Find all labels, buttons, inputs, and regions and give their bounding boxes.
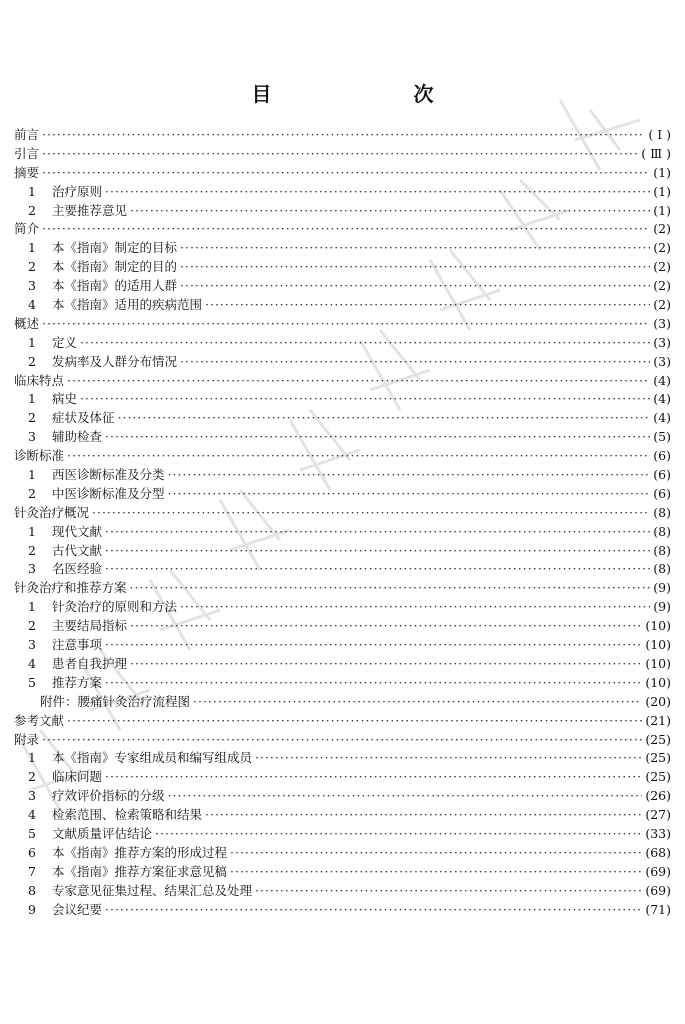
toc-entry[interactable] <box>14 485 671 504</box>
toc-entry[interactable] <box>14 674 671 693</box>
toc-entry[interactable] <box>14 239 671 258</box>
toc-entry-page: (4) <box>653 410 671 426</box>
toc-entry-title: 引言 <box>14 145 40 161</box>
toc-entry[interactable] <box>14 466 671 485</box>
toc-entry-page: (68) <box>645 844 671 860</box>
dot-leader <box>193 693 642 712</box>
toc-entry-title: 主要推荐意见 <box>52 202 128 218</box>
toc-entry[interactable] <box>14 768 671 787</box>
toc-entry-page: ( Ⅲ ) <box>641 145 671 161</box>
toc-entry-number: 1 <box>28 523 36 539</box>
toc-entry-page: (5) <box>653 429 671 445</box>
toc-entry-number: 6 <box>28 844 36 860</box>
toc-entry-page: (2) <box>653 259 671 275</box>
toc-entry[interactable] <box>14 447 671 466</box>
dot-leader <box>67 712 642 731</box>
toc-entry-page: (8) <box>653 542 671 558</box>
toc-entry[interactable] <box>14 655 671 674</box>
toc-entry-page: (4) <box>653 372 671 388</box>
toc-entry-page: ( Ⅰ ) <box>648 127 671 142</box>
dot-leader <box>80 390 650 409</box>
toc-entry-number: 2 <box>28 202 36 218</box>
toc-entry[interactable] <box>14 844 671 863</box>
toc-entry-number: 2 <box>28 769 36 785</box>
toc-entry[interactable] <box>14 315 671 334</box>
toc-entry-title: 本《指南》推荐方案的形成过程 <box>52 844 228 860</box>
toc-entry-title: 附录 <box>14 731 40 747</box>
toc-entry-title: 本《指南》制定的目标 <box>52 240 178 256</box>
toc-entry[interactable] <box>14 164 671 183</box>
dot-leader <box>105 768 642 787</box>
toc-entry[interactable] <box>14 806 671 825</box>
toc-entry[interactable] <box>14 882 671 901</box>
toc-entry[interactable] <box>14 258 671 277</box>
dot-leader <box>67 372 650 391</box>
toc-entry-page: (71) <box>645 901 671 917</box>
toc-entry-page: (69) <box>645 863 671 879</box>
toc-entry-title: 针灸治疗和推荐方案 <box>14 580 127 596</box>
page-title: 目 次 <box>251 82 468 106</box>
toc-entry-title: 针灸治疗概况 <box>14 504 90 520</box>
toc-entry-page: (25) <box>645 731 671 747</box>
toc-entry-number: 8 <box>28 882 36 898</box>
toc-entry-title: 本《指南》适用的疾病范围 <box>52 297 203 313</box>
toc-entry-page: (2) <box>653 221 671 237</box>
dot-leader <box>42 315 650 334</box>
toc-entry[interactable] <box>14 390 671 409</box>
dot-leader <box>42 164 650 183</box>
dot-leader <box>230 844 642 863</box>
toc-entry-title: 附件：腰痛针灸治疗流程图 <box>40 693 191 709</box>
toc-entry[interactable] <box>14 372 671 391</box>
toc-entry-number: 5 <box>28 674 36 690</box>
dot-leader <box>80 334 650 353</box>
toc-entry[interactable] <box>14 598 671 617</box>
toc-entry[interactable] <box>14 296 671 315</box>
dot-leader <box>105 674 642 693</box>
toc-entry-title: 古代文献 <box>52 542 103 558</box>
toc-entry[interactable] <box>14 863 671 882</box>
toc-entry-title: 西医诊断标准及分类 <box>52 467 165 483</box>
toc-entry[interactable] <box>14 353 671 372</box>
toc-entry-title: 前言 <box>14 127 40 142</box>
toc-entry-page: (20) <box>645 693 671 709</box>
toc-entry-page: (3) <box>653 353 671 369</box>
dot-leader <box>105 560 650 579</box>
dot-leader <box>180 277 650 296</box>
toc-entry-number: 4 <box>28 297 36 313</box>
toc-entry-number: 3 <box>28 278 36 294</box>
dot-leader <box>155 825 642 844</box>
toc-entry-title: 参考文献 <box>14 712 65 728</box>
toc-entry-page: (21) <box>645 712 671 728</box>
toc-entry-title: 定义 <box>52 334 78 350</box>
toc-entry[interactable] <box>14 825 671 844</box>
dot-leader <box>180 353 650 372</box>
toc-entry-number: 2 <box>28 353 36 369</box>
toc-entry-page: (8) <box>653 504 671 520</box>
dot-leader <box>105 183 650 202</box>
dot-leader <box>92 504 650 523</box>
toc-entry-title: 文献质量评估结论 <box>52 825 153 841</box>
toc-entry[interactable] <box>14 731 671 750</box>
toc-entry-page: (3) <box>653 334 671 350</box>
toc-entry-number: 1 <box>28 467 36 483</box>
table-of-contents <box>14 126 671 919</box>
dot-leader <box>130 202 650 221</box>
toc-entry-number: 9 <box>28 901 36 917</box>
toc-entry-page: (8) <box>653 561 671 577</box>
toc-entry[interactable] <box>14 183 671 202</box>
toc-entry-page: (10) <box>645 637 671 653</box>
toc-entry-number: 1 <box>28 599 36 615</box>
toc-entry[interactable] <box>14 220 671 239</box>
dot-leader <box>42 731 642 750</box>
toc-entry-number: 7 <box>28 863 36 879</box>
toc-entry-page: (10) <box>645 674 671 690</box>
toc-entry-title: 主要结局指标 <box>52 618 128 634</box>
toc-entry-page: (25) <box>645 750 671 766</box>
dot-leader <box>180 598 650 617</box>
toc-entry[interactable] <box>14 334 671 353</box>
toc-entry-page: (1) <box>653 164 671 180</box>
dot-leader <box>105 901 642 920</box>
dot-leader <box>168 485 651 504</box>
toc-entry-page: (8) <box>653 523 671 539</box>
toc-entry[interactable] <box>14 579 671 598</box>
toc-entry-title: 现代文献 <box>52 523 103 539</box>
toc-entry-page: (69) <box>645 882 671 898</box>
toc-entry[interactable] <box>14 560 671 579</box>
toc-entry[interactable] <box>14 428 671 447</box>
dot-leader <box>130 617 642 636</box>
toc-entry-page: (33) <box>645 825 671 841</box>
dot-leader <box>205 806 642 825</box>
toc-entry-number: 3 <box>28 561 36 577</box>
toc-entry[interactable] <box>14 523 671 542</box>
toc-entry-title: 诊断标准 <box>14 448 65 464</box>
toc-entry[interactable] <box>14 126 671 145</box>
dot-leader <box>180 239 650 258</box>
toc-entry-title: 发病率及人群分布情况 <box>52 353 178 369</box>
toc-entry[interactable] <box>14 145 671 164</box>
dot-leader <box>105 523 650 542</box>
dot-leader <box>42 145 638 164</box>
dot-leader <box>255 749 642 768</box>
toc-entry-number: 4 <box>28 807 36 823</box>
toc-entry-number: 5 <box>28 825 36 841</box>
toc-entry[interactable] <box>14 409 671 428</box>
toc-entry-title: 辅助检查 <box>52 429 103 445</box>
toc-entry-page: (25) <box>645 769 671 785</box>
toc-entry-number: 1 <box>28 750 36 766</box>
toc-entry[interactable] <box>14 636 671 655</box>
dot-leader <box>42 126 645 145</box>
toc-entry-title: 本《指南》的适用人群 <box>52 278 178 294</box>
toc-entry-number: 2 <box>28 618 36 634</box>
toc-entry-page: (27) <box>645 807 671 823</box>
toc-entry-page: (6) <box>653 448 671 464</box>
toc-entry-title: 专家意见征集过程、结果汇总及处理 <box>52 882 253 898</box>
toc-entry-number: 1 <box>28 334 36 350</box>
toc-entry-page: (3) <box>653 315 671 331</box>
dot-leader <box>118 409 651 428</box>
toc-entry-page: (2) <box>653 240 671 256</box>
toc-entry-title: 推荐方案 <box>52 674 103 690</box>
toc-entry-number: 1 <box>28 183 36 199</box>
dot-leader <box>130 655 642 674</box>
toc-entry-page: (1) <box>653 183 671 199</box>
toc-entry-title: 患者自我护理 <box>52 655 128 671</box>
dot-leader <box>180 258 650 277</box>
toc-entry-number: 2 <box>28 410 36 426</box>
toc-entry[interactable] <box>14 202 671 221</box>
toc-entry-page: (10) <box>645 618 671 634</box>
toc-entry-title: 检索范围、检索策略和结果 <box>52 807 203 823</box>
toc-entry-page: (1) <box>653 202 671 218</box>
toc-entry-page: (2) <box>653 297 671 313</box>
toc-entry-title: 治疗原则 <box>52 183 103 199</box>
toc-entry-title: 名医经验 <box>52 561 103 577</box>
toc-entry-title: 概述 <box>14 315 40 331</box>
dot-leader <box>105 636 642 655</box>
toc-entry-number: 4 <box>28 655 36 671</box>
dot-leader <box>105 428 650 447</box>
toc-entry-number: 2 <box>28 542 36 558</box>
toc-entry-number: 1 <box>28 391 36 407</box>
toc-entry-title: 摘要 <box>14 164 40 180</box>
toc-entry[interactable] <box>14 901 671 920</box>
toc-entry-number: 1 <box>28 240 36 256</box>
toc-entry-page: (9) <box>653 599 671 615</box>
toc-entry-title: 临床特点 <box>14 372 65 388</box>
toc-entry-title: 注意事项 <box>52 637 103 653</box>
toc-entry-title: 会议纪要 <box>52 901 103 917</box>
dot-leader <box>105 542 650 561</box>
toc-entry-title: 临床问题 <box>52 769 103 785</box>
toc-entry-title: 症状及体征 <box>52 410 115 426</box>
toc-entry[interactable] <box>14 693 671 712</box>
toc-entry[interactable] <box>14 277 671 296</box>
toc-entry-title: 本《指南》推荐方案征求意见稿 <box>52 863 228 879</box>
toc-entry-page: (10) <box>645 655 671 671</box>
toc-entry[interactable] <box>14 542 671 561</box>
toc-entry-number: 3 <box>28 788 36 804</box>
toc-entry-number: 2 <box>28 259 36 275</box>
toc-entry-page: (4) <box>653 391 671 407</box>
toc-entry-title: 疗效评价指标的分级 <box>52 788 165 804</box>
dot-leader <box>205 296 650 315</box>
toc-entry[interactable] <box>14 617 671 636</box>
dot-leader <box>42 220 650 239</box>
toc-entry[interactable] <box>14 787 671 806</box>
toc-entry-number: 3 <box>28 637 36 653</box>
toc-entry-title: 本《指南》制定的目的 <box>52 259 178 275</box>
toc-entry[interactable] <box>14 712 671 731</box>
toc-entry-title: 简介 <box>14 221 40 237</box>
toc-entry-page: (6) <box>653 467 671 483</box>
toc-entry-number: 2 <box>28 485 36 501</box>
toc-entry-page: (2) <box>653 278 671 294</box>
toc-entry-title: 针灸治疗的原则和方法 <box>52 599 178 615</box>
toc-entry-title: 中医诊断标准及分型 <box>52 485 165 501</box>
dot-leader <box>230 863 642 882</box>
toc-entry[interactable] <box>14 504 671 523</box>
toc-entry-title: 本《指南》专家组成员和编写组成员 <box>52 750 253 766</box>
toc-entry-page: (6) <box>653 485 671 501</box>
toc-entry-page: (9) <box>653 580 671 596</box>
dot-leader <box>255 882 642 901</box>
toc-entry-number: 3 <box>28 429 36 445</box>
dot-leader <box>130 579 651 598</box>
toc-entry-title: 病史 <box>52 391 78 407</box>
dot-leader <box>168 466 651 485</box>
toc-entry-page: (26) <box>645 788 671 804</box>
dot-leader <box>67 447 650 466</box>
toc-entry[interactable] <box>14 749 671 768</box>
dot-leader <box>168 787 643 806</box>
